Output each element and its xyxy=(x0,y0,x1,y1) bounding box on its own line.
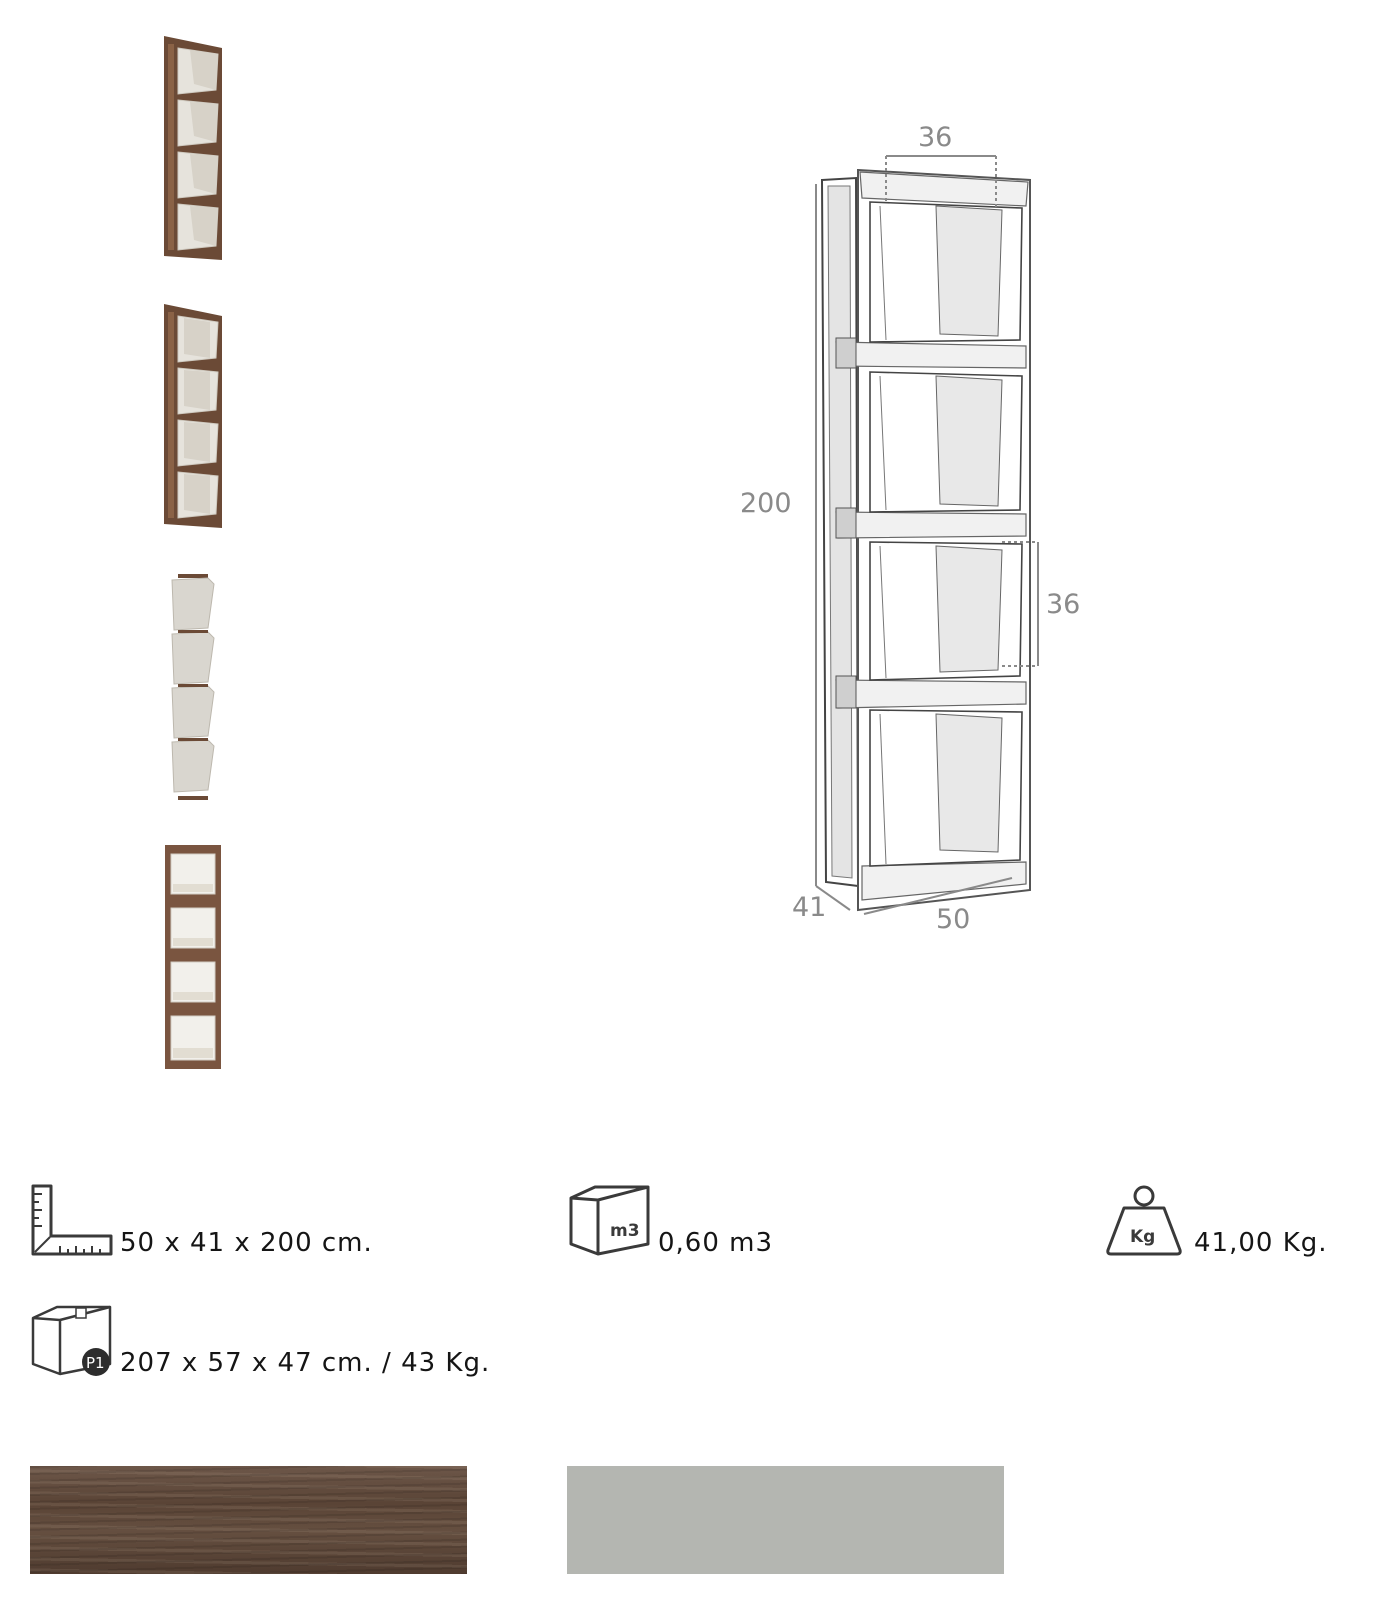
weight-icon-label: Kg xyxy=(1130,1227,1156,1247)
dim-shelf-height-label: 36 xyxy=(1046,589,1081,620)
package-icon-label: P1 xyxy=(86,1354,105,1372)
cube-volume-icon xyxy=(568,1184,652,1258)
dim-depth-label: 41 xyxy=(792,892,827,923)
weight-icon xyxy=(1104,1184,1188,1258)
bookcase-thumbnail-2[interactable] xyxy=(160,302,230,532)
finish-swatch-walnut[interactable] xyxy=(30,1466,467,1574)
technical-drawing xyxy=(740,110,1160,974)
bookcase-thumbnail-3[interactable] xyxy=(168,572,224,802)
dim-height-label: 200 xyxy=(740,488,792,519)
spec-dimensions xyxy=(30,1184,373,1258)
dimensions-value: 50 x 41 x 200 cm. xyxy=(120,1228,373,1258)
volume-icon-label: m3 xyxy=(610,1221,640,1241)
package-value: 207 x 57 x 47 cm. / 43 Kg. xyxy=(120,1348,491,1378)
ruler-square-icon xyxy=(30,1184,114,1258)
package-box-icon xyxy=(30,1304,114,1378)
finish-swatch-grey[interactable] xyxy=(567,1466,1004,1574)
spec-package xyxy=(30,1304,490,1378)
spec-weight xyxy=(1104,1184,1328,1258)
bookcase-thumbnail-1[interactable] xyxy=(160,34,230,264)
dim-width-top-label: 36 xyxy=(918,122,953,153)
volume-value: 0,60 m3 xyxy=(658,1228,774,1258)
spec-volume xyxy=(568,1184,773,1258)
bookcase-thumbnail-4[interactable] xyxy=(164,844,224,1072)
dim-width-label: 50 xyxy=(936,904,971,935)
weight-value: 41,00 Kg. xyxy=(1194,1228,1328,1258)
